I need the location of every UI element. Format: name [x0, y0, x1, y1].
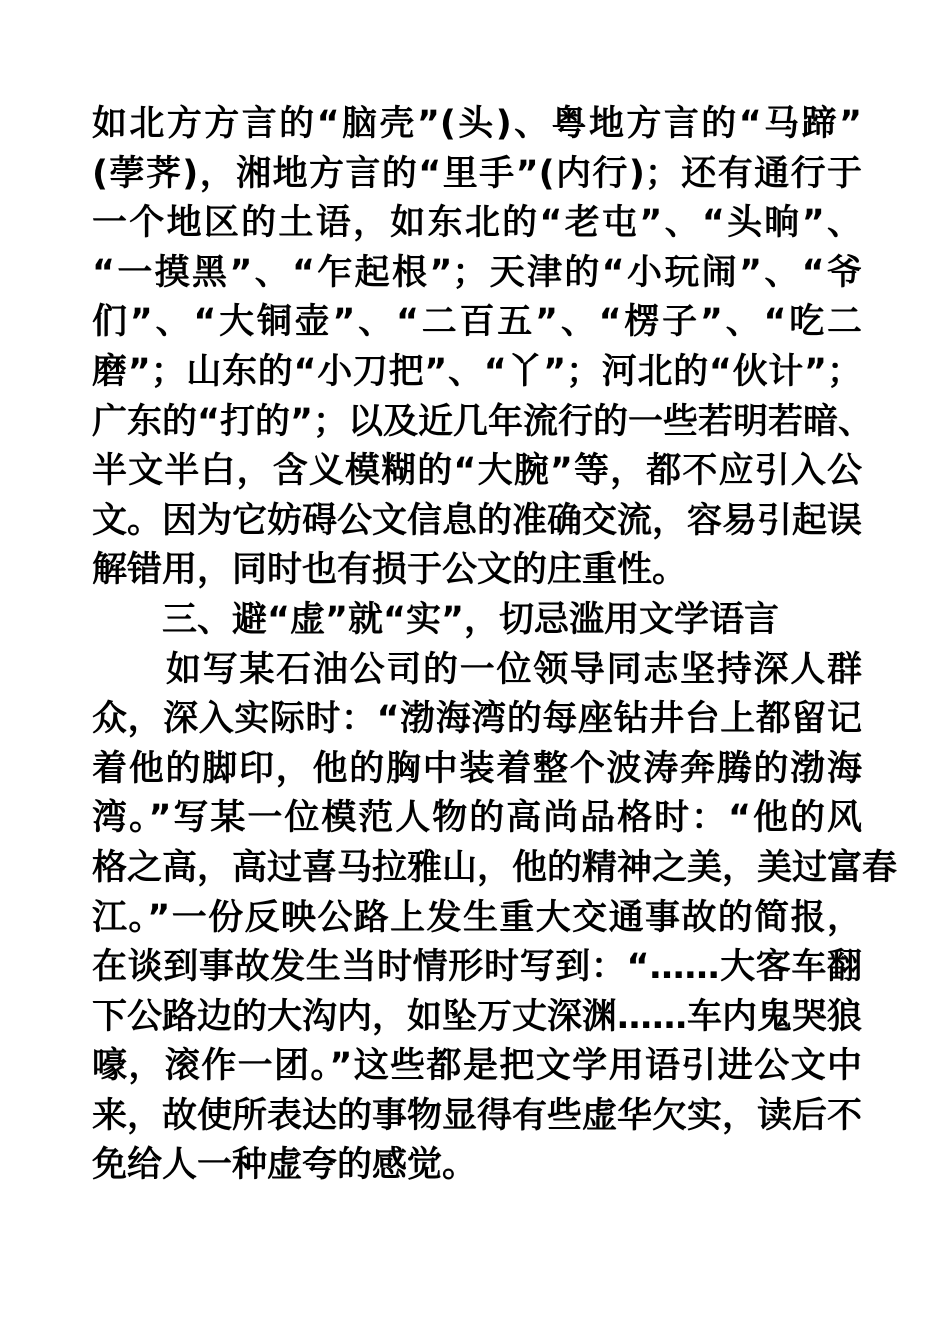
paragraph-line: “一摸黑”、“乍起根”；天津的“小玩闹”、“爷	[92, 252, 862, 293]
paragraph-line: 江。”一份反映公路上发生重大交通事故的简报，	[92, 897, 862, 938]
paragraph-line: 半文半白，含义模糊的“大腕”等，都不应引入公	[92, 451, 862, 492]
paragraph-line: 免给人一种虚夸的感觉。	[92, 1145, 478, 1186]
paragraph-literary-language-examples	[92, 646, 898, 1192]
paragraph-line: 文。因为它妨碍公文信息的准确交流，容易引起误	[92, 500, 863, 541]
paragraph-line: 一个地区的土语，如东北的“老屯”、“头晌”、	[92, 203, 862, 244]
paragraph-line: 如北方方言的“脑壳”(头)、粤地方言的“马蹄”	[92, 104, 862, 144]
paragraph-line: 广东的“打的”；以及近几年流行的一些若明若暗、	[92, 401, 874, 442]
paragraph-line: 嚎，滚作一团。”这些都是把文学用语引进公文中	[92, 1046, 862, 1087]
paragraph-dialect-examples	[92, 100, 874, 596]
paragraph-line: 来，故使所表达的事物显得有些虚华欠实，读后不	[92, 1095, 863, 1136]
paragraph-line: 着他的脚印，他的胸中装着整个波涛奔腾的渤海	[92, 748, 862, 789]
paragraph-line: 解错用，同时也有损于公文的庄重性。	[92, 550, 688, 591]
paragraph-line: 下公路边的大沟内，如坠万丈深渊……车内鬼哭狼	[92, 996, 863, 1037]
paragraph-line: (荸荠)，湘地方言的“里手”(内行)；还有通行于	[92, 153, 862, 194]
paragraph-line: 在谈到事故发生当时情形时写到：“……大客车翻	[92, 947, 862, 988]
paragraph-line: 格之高，高过喜马拉雅山，他的精神之美，美过富春	[92, 847, 898, 888]
document-body	[92, 100, 898, 1191]
paragraph-line: 磨”；山东的“小刀把”、“丫”；河北的“伙计”；	[92, 351, 862, 392]
paragraph-line: 众，深入实际时：“渤海湾的每座钻井台上都留记	[92, 699, 862, 740]
paragraph-line: 们”、“大铜壶”、“二百五”、“楞子”、“吃二	[92, 302, 862, 343]
paragraph-line: 湾。”写某一位模范人物的高尚品格时：“他的风	[92, 798, 862, 839]
section-heading: 三、避“虚”就“实”，切忌滥用文学语言	[162, 599, 780, 640]
paragraph-line: 如写某石油公司的一位领导同志坚持深人群	[166, 649, 862, 690]
